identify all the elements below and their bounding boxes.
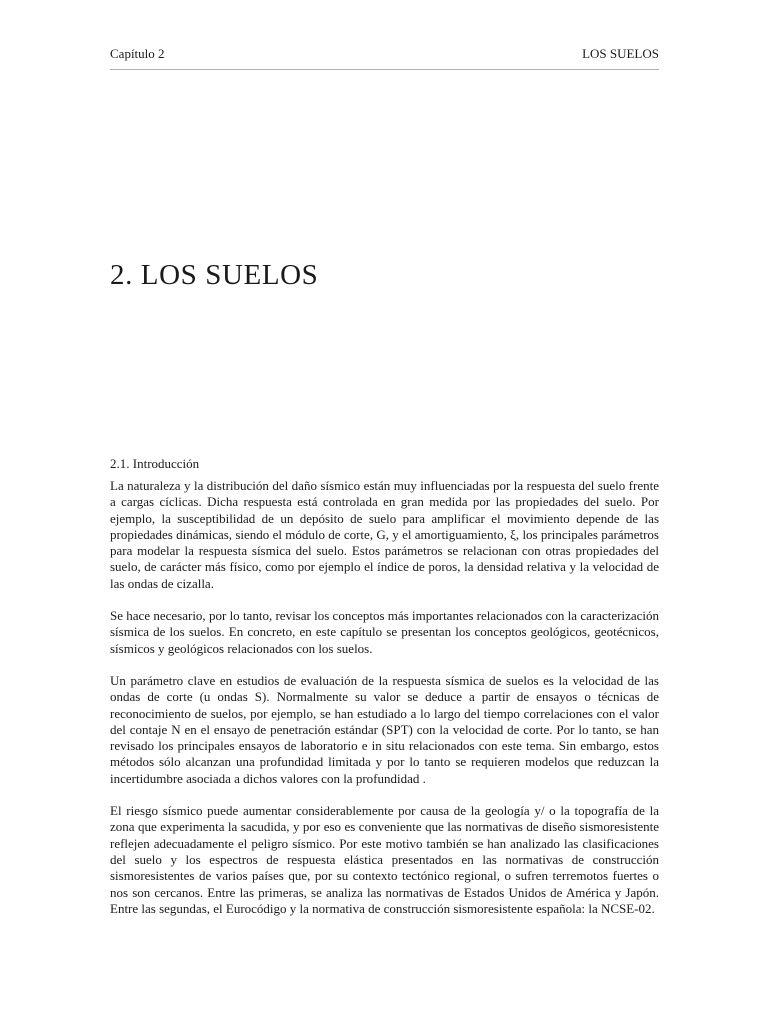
section-heading: 2.1. Introducción: [110, 456, 200, 471]
header-chapter-label: Capítulo 2: [110, 46, 165, 61]
header-divider: [110, 69, 659, 70]
running-header: [110, 45, 659, 63]
paragraph-3: Un parámetro clave en estudios de evaluación de la respuesta sísmica de suelos es la velocidad de las ondas de corte (u ondas S). Normalmente su valor se deduce a partir de ensayos o técnicas de reconocimiento de suelos, por ejemplo, se han estudiado a lo largo del tiempo correlaciones con el valor del contaje N en el ensayo de penetración estándar (SPT) con la velocidad de corte. Por lo tanto, se han revisado los principales ensayos de laboratorio e in situ relacionados con este tema. Sin embargo, estos métodos sólo alcanzan una profundidad limitada y por lo tanto se requieren modelos que reduzcan la incertidumbre asociada a dichos valores con la profundidad .: [110, 672, 659, 786]
paragraph-2: Se hace necesario, por lo tanto, revisar los conceptos más importantes relacionados con la caracterización sísmica de los suelos. En concreto, en este capítulo se presentan los conceptos geológicos, geotécnicos, sísmicos y geológicos relacionados con los suelos.: [110, 608, 659, 656]
section-body: [110, 456, 659, 933]
paragraph-4: El riesgo sísmico puede aumentar considerablemente por causa de la geología y/ o la topografía de la zona que experimenta la sacudida, y por eso es conveniente que las normativas de diseño sismoresistente reflejen adecuadamente el peligro sísmico. Por este motivo también se han analizado las clasificaciones del suelo y los espectros de respuesta elástica presentados en las normativas de construcción sismoresistentes de varios países que, por su contexto tectónico regional, o sufren terremotos fuertes o nos son cercanos. Entre las primeras, se analiza las normativas de Estados Unidos de América y Japón. Entre las segundas, el Eurocódigo y la normativa de construcción sismoresistente española: la NCSE-02.: [110, 803, 659, 916]
paragraph-1: La naturaleza y la distribución del daño sísmico están muy influenciadas por la respuesta del suelo frente a cargas cíclicas. Dicha respuesta está controlada en gran medida por las propiedades del suelo. Por ejemplo, la susceptibilidad de un depósito de suelo para amplificar el movimiento depende de las propiedades dinámicas, siendo el módulo de corte, G, y el amortiguamiento, ξ, los principales parámetros para modelar la respuesta sísmica del suelo. Estos parámetros se relacionan con otras propiedades del suelo, de carácter más físico, como por ejemplo el índice de poros, la densidad relativa y la velocidad de las ondas de cizalla.: [110, 478, 659, 591]
header-section-label: LOS SUELOS: [582, 46, 659, 61]
chapter-title: 2. LOS SUELOS: [110, 259, 319, 291]
